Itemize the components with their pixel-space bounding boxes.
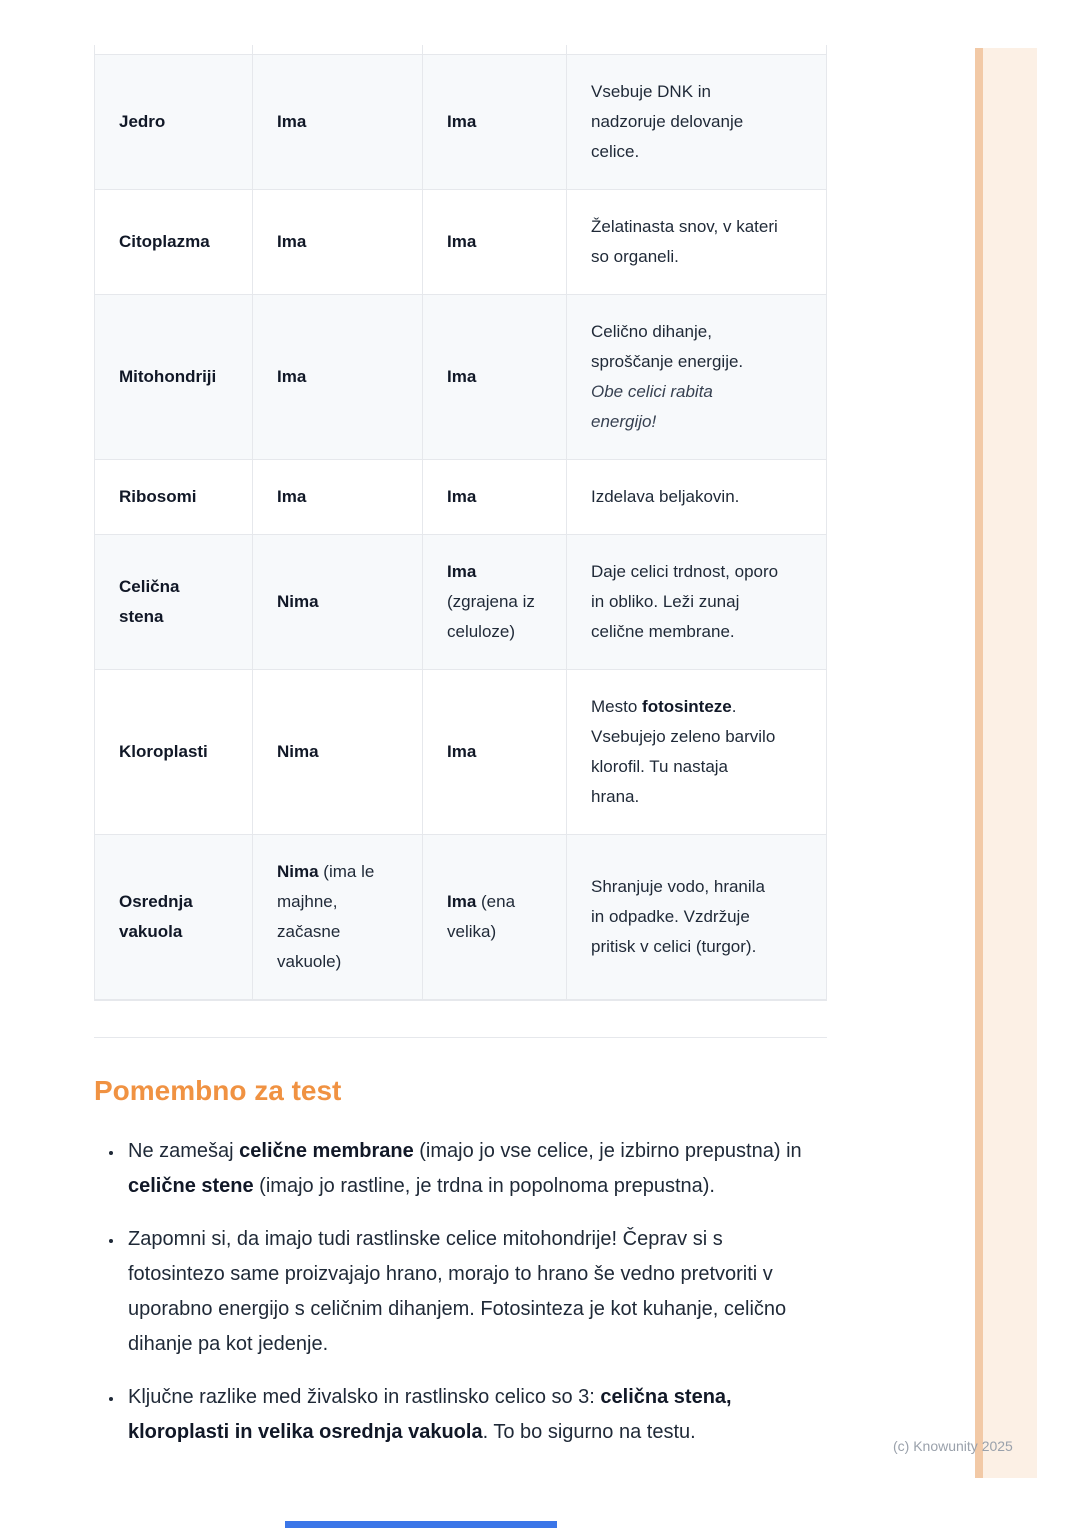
animal-cell-value: Ima xyxy=(252,190,422,294)
animal-cell-value: Nima xyxy=(252,670,422,834)
plant-cell-value: Ima xyxy=(422,295,566,459)
table-row xyxy=(95,835,826,1000)
organelle-cell: Kloroplasti xyxy=(119,742,208,761)
list-item: • Ne zamešaj celične membrane (imajo jo vse celice, je izbirno prepustna) in celične stene (imajo jo rastline, je trdna in popolnoma prepustna). xyxy=(124,1134,814,1204)
organelle-cell: Citoplazma xyxy=(119,232,210,251)
function-cell: Shranjuje vodo, hranila in odpadke. Vzdržuje pritisk v celici (turgor). xyxy=(566,835,827,999)
side-stripe xyxy=(983,48,1037,1478)
organelle-cell: Jedro xyxy=(119,112,166,131)
table-row xyxy=(95,670,826,835)
table-row xyxy=(95,295,826,460)
bottom-bar xyxy=(285,1521,557,1528)
list-item: • Zapomni si, da imajo tudi rastlinske celice mitohondrije! Čeprav si s fotosintezo same proizvajajo hrano, morajo to hrano še vedno pretvoriti v uporabno energijo s celičnim dihanjem. Fotosinteza je kot kuhanje, celično dihanje pa kot jedenje. xyxy=(124,1222,814,1362)
page-credit: (c) Knowunity 2025 xyxy=(893,1438,1013,1454)
table-row-cutoff xyxy=(95,45,826,55)
section-heading: Pomembno za test xyxy=(94,1075,342,1106)
organelle-cell: Mitohondriji xyxy=(119,367,217,386)
animal-cell-value: Ima xyxy=(252,55,422,189)
cell-comparison-table xyxy=(94,45,827,1001)
page-content xyxy=(94,45,827,1468)
function-cell: Vsebuje DNK in nadzoruje delovanje celice. xyxy=(566,55,827,189)
animal-cell-value: Ima xyxy=(252,460,422,534)
table-row xyxy=(95,190,826,295)
plant-cell-value: Ima xyxy=(422,190,566,294)
function-cell: Želatinasta snov, v kateri so organeli. xyxy=(566,190,827,294)
function-cell: Daje celici trdnost, oporo in obliko. Leži zunaj celične membrane. xyxy=(566,535,827,669)
organelle-cell: Ribosomi xyxy=(119,487,197,506)
table-row xyxy=(95,535,826,670)
plant-cell-value: Ima (ena velika) xyxy=(422,835,566,999)
plant-cell-value: Ima xyxy=(422,460,566,534)
plant-cell-value: Ima xyxy=(422,55,566,189)
section-divider xyxy=(94,1037,827,1038)
animal-cell-value: Ima xyxy=(252,295,422,459)
plant-cell-value: Ima (zgrajena iz celuloze) xyxy=(422,535,566,669)
test-tips-list xyxy=(94,1134,827,1450)
function-cell: Mesto fotosinteze. Vsebujejo zeleno barvilo klorofil. Tu nastaja hrana. xyxy=(566,670,827,834)
organelle-cell: Celična stena xyxy=(119,577,180,626)
plant-cell-value: Ima xyxy=(422,670,566,834)
list-item: • Ključne razlike med živalsko in rastlinsko celico so 3: celična stena, kloroplasti in velika osrednja vakuola. To bo sigurno na testu. xyxy=(124,1380,814,1450)
table-row xyxy=(95,460,826,535)
function-cell: Izdelava beljakovin. xyxy=(566,460,827,534)
side-stripe-edge xyxy=(975,48,983,1478)
animal-cell-value: Nima (ima le majhne, začasne vakuole) xyxy=(252,835,422,999)
table-row xyxy=(95,55,826,190)
animal-cell-value: Nima xyxy=(252,535,422,669)
function-cell: Celično dihanje, sproščanje energije. Obe celici rabita energijo! xyxy=(566,295,827,459)
organelle-cell: Osrednja vakuola xyxy=(119,892,193,941)
